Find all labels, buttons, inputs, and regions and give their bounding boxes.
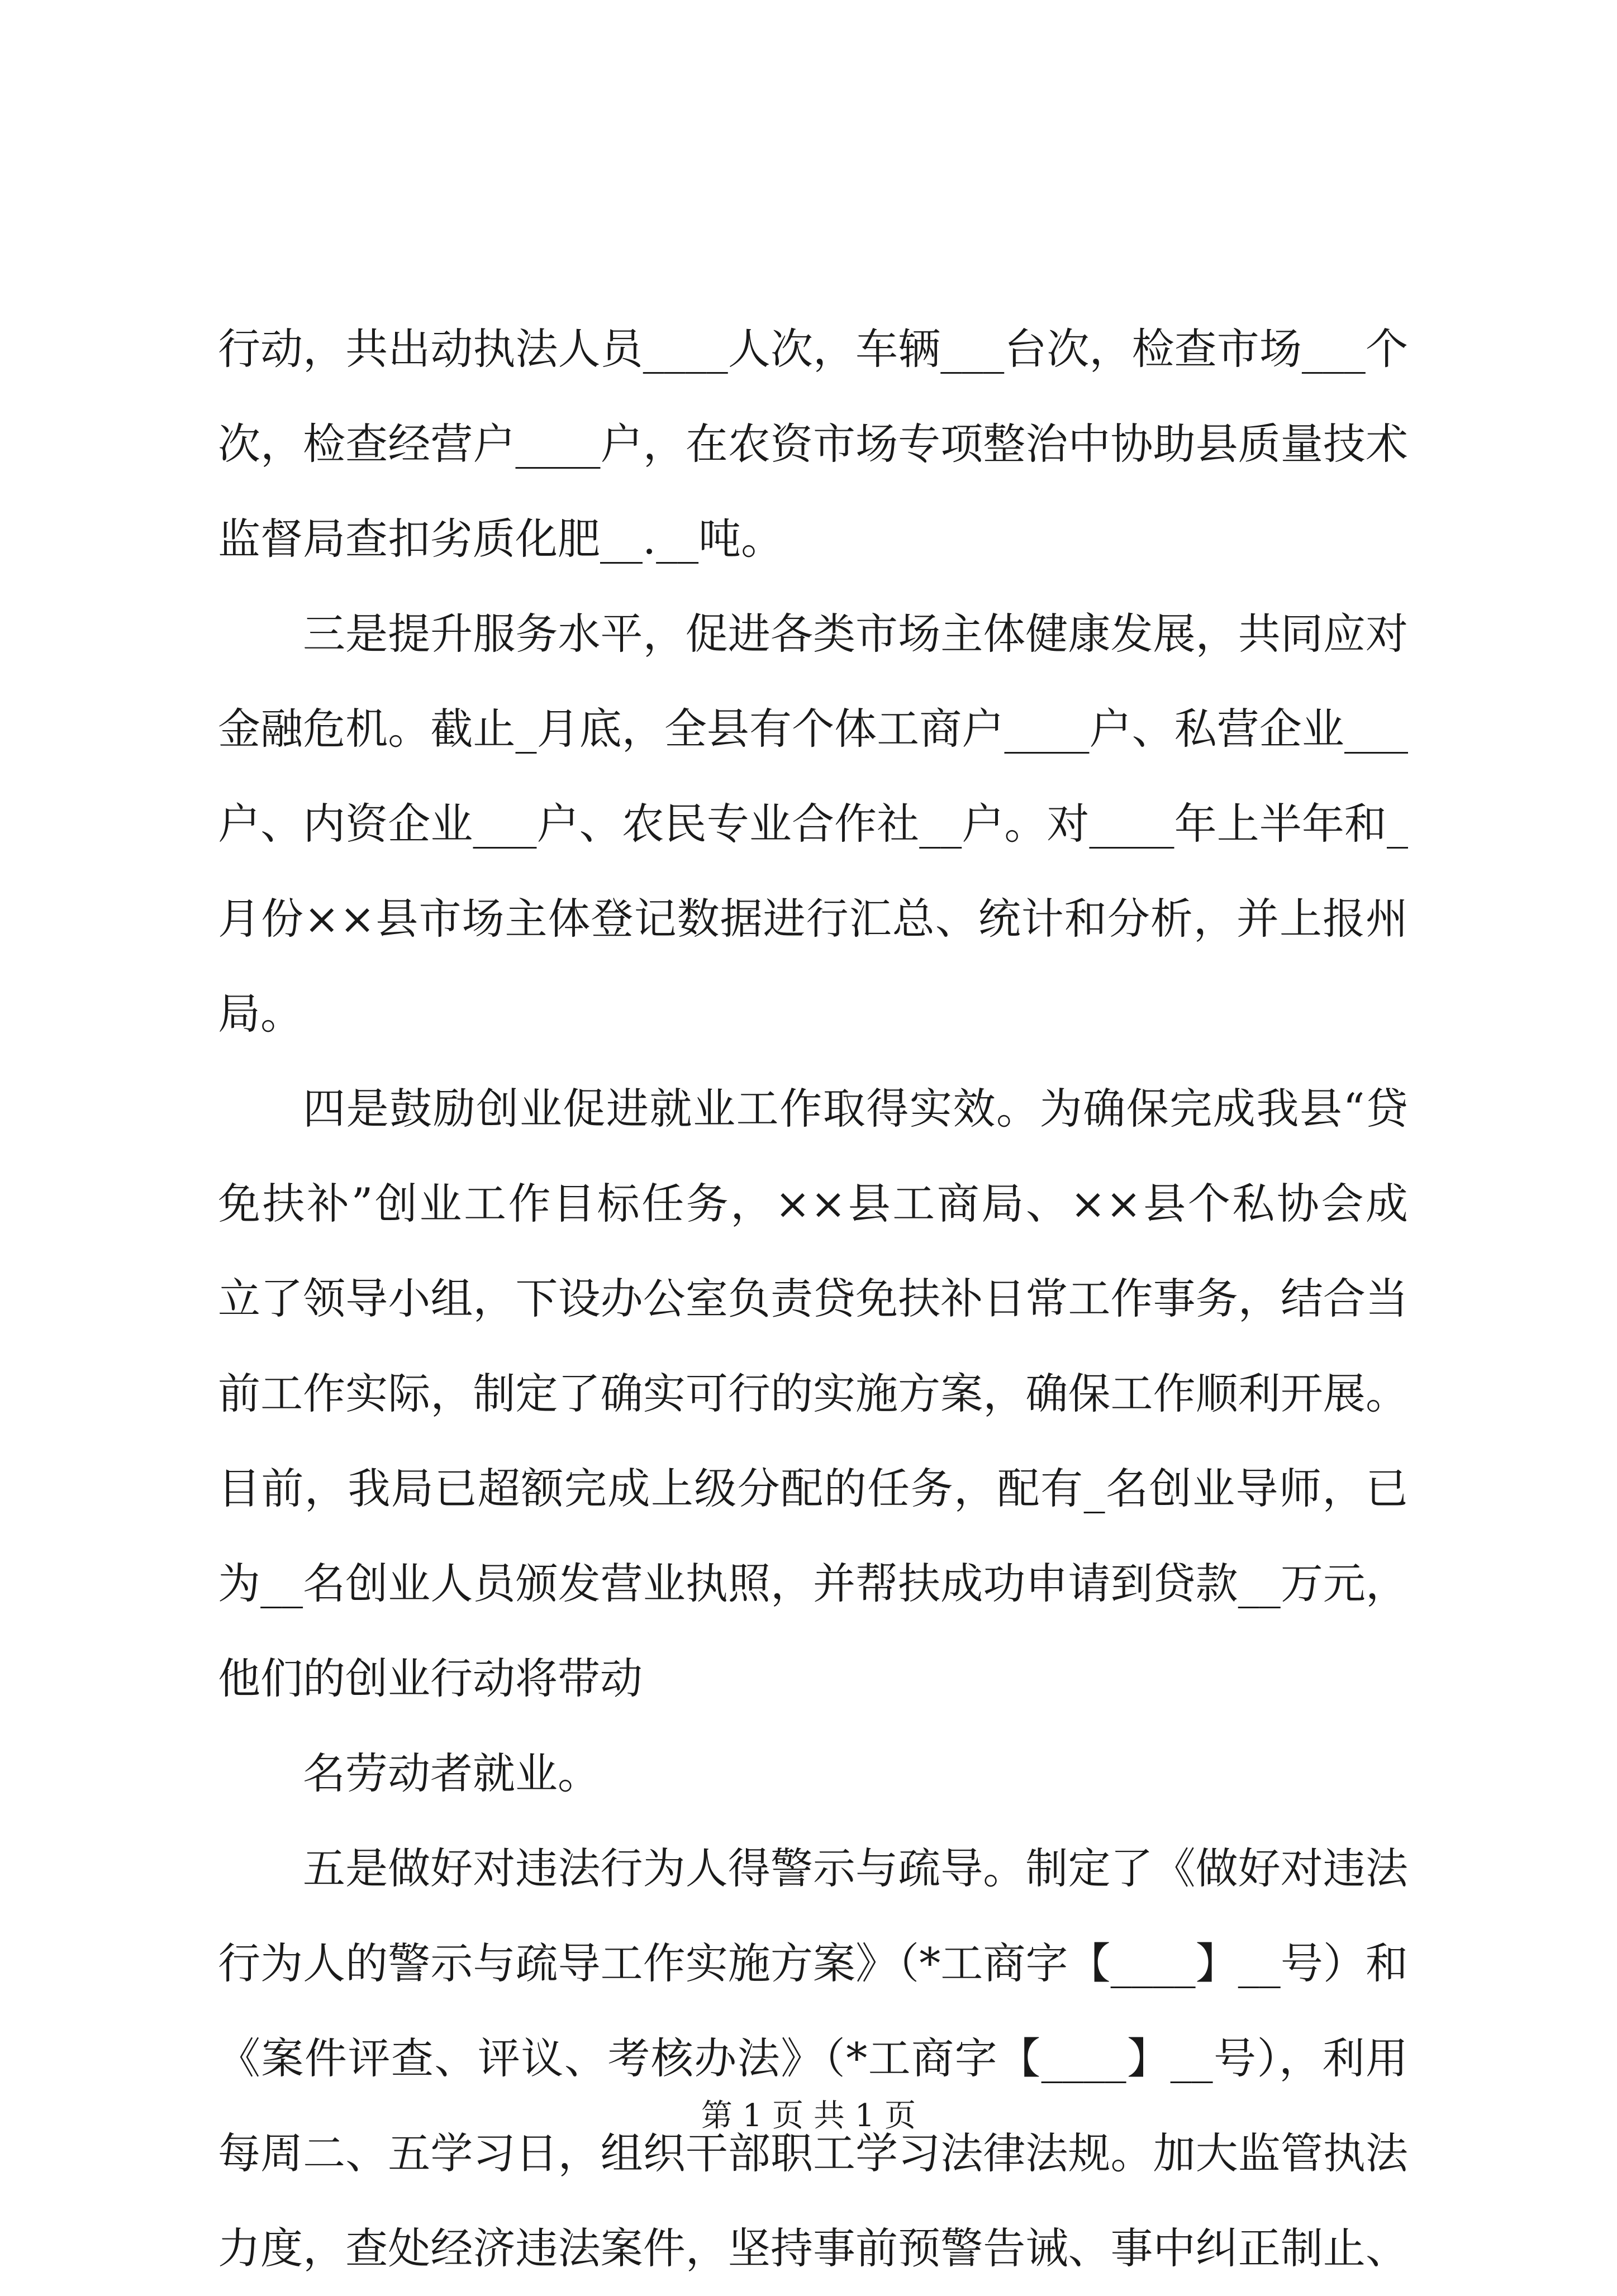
paragraph-4-line-1: 名劳动者就业。 [303,1749,600,1798]
paragraph-2-line-4: 月份××县市场主体登记数据进行汇总、统计和分析，并上报州 [218,894,1408,944]
paragraph-5-line-3: 《案件评查、评议、考核办法》（*工商字【____】__号），利用 [218,2033,1408,2083]
paragraph-1-line-3: 监督局查扣劣质化肥__.__吨。 [218,514,784,564]
document-body [218,302,1408,2296]
paragraph-3-line-6: 为__名创业人员颁发营业执照，并帮扶成功申请到贷款__万元， [218,1559,1408,1608]
paragraph-5-line-1: 五是做好对违法行为人得警示与疏导。制定了《做好对违法 [303,1844,1408,1893]
paragraph-3-line-7: 他们的创业行动将带动 [218,1654,643,1703]
paragraph-3-line-5: 目前，我局已超额完成上级分配的任务，配有_名创业导师，已 [218,1464,1408,1513]
paragraph-3-line-4: 前工作实际，制定了确实可行的实施方案，确保工作顺利开展。 [218,1369,1408,1418]
paragraph-5-line-2: 行为人的警示与疏导工作实施方案》（*工商字【____】__号）和 [218,1938,1408,1988]
paragraph-3-line-1: 四是鼓励创业促进就业工作取得实效。为确保完成我县“贷 [303,1084,1408,1133]
paragraph-1-line-2: 次，检查经营户____户，在农资市场专项整治中协助县质量技术 [218,419,1408,469]
page-number-footer: 第 1 页 共 1 页 [701,2098,916,2134]
paragraph-1-line-1: 行动，共出动执法人员____人次，车辆___台次，检查市场___个 [218,324,1408,374]
paragraph-2-line-1: 三是提升服务水平，促进各类市场主体健康发展，共同应对 [303,609,1408,659]
paragraph-3-line-2: 免扶补”创业工作目标任务，××县工商局、××县个私协会成 [218,1179,1408,1228]
paragraph-3-line-3: 立了领导小组，下设办公室负责贷免扶补日常工作事务，结合当 [218,1274,1408,1323]
paragraph-2-line-2: 金融危机。截止_月底，全县有个体工商户____户、私营企业___ [218,704,1408,754]
paragraph-2-line-5: 局。 [218,989,303,1039]
paragraph-5-line-4: 每周二、五学习日，组织干部职工学习法律法规。加大监管执法 [218,2128,1408,2178]
paragraph-2-line-3: 户、内资企业___户、农民专业合作社__户。对____年上半年和_ [218,799,1408,849]
paragraph-5-line-5: 力度，查处经济违法案件，坚持事前预警告诫、事中纠正制止、 [218,2223,1408,2273]
